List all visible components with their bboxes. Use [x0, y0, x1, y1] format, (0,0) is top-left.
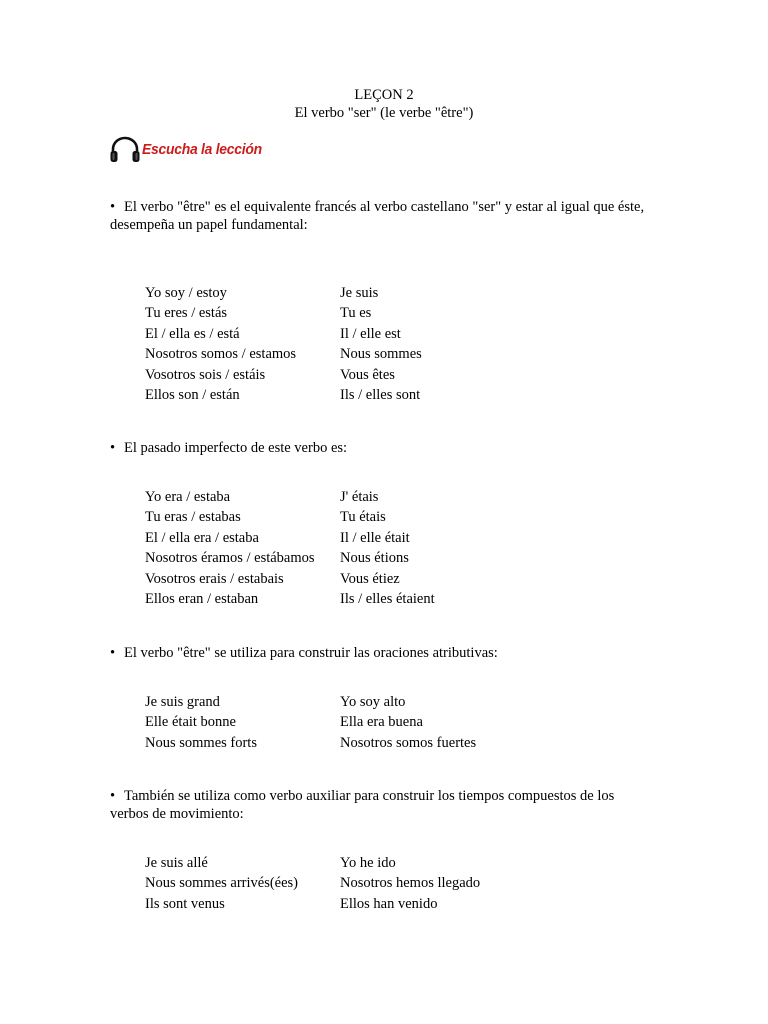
french-form: Tu es — [340, 305, 372, 322]
table-row — [145, 507, 560, 527]
section-2-text: El pasado imperfecto de este verbo es: — [124, 440, 348, 456]
french-form: Tu étais — [340, 509, 386, 526]
table-row — [145, 324, 560, 344]
table-row — [145, 873, 560, 893]
lesson-title: LEÇON 2 — [354, 87, 414, 103]
french-form: Je suis allé — [145, 855, 208, 871]
section-4-text: También se utiliza como verbo auxiliar para construir los tiempos compuestos de los verbos de movimiento: — [110, 788, 615, 822]
table-row — [145, 548, 560, 568]
title-block — [0, 86, 768, 122]
spanish-form: Yo soy alto — [340, 694, 406, 710]
section-1-intro — [110, 198, 655, 234]
section-2-table — [145, 487, 560, 609]
table-row — [145, 712, 560, 732]
table-row — [145, 344, 560, 364]
section-1-table — [145, 283, 560, 405]
table-row — [145, 853, 560, 873]
french-form: Nous étions — [340, 550, 409, 567]
french-form: Nous sommes — [340, 346, 422, 363]
section-4-intro — [110, 787, 655, 823]
section-3-text: El verbo "être" se utiliza para construir las oraciones atributivas: — [124, 645, 498, 661]
bullet-icon: • — [110, 788, 116, 804]
bullet-icon: • — [110, 199, 116, 215]
french-form: Nous sommes forts — [145, 734, 257, 751]
table-row — [145, 733, 560, 753]
spanish-form: El / ella es / está — [145, 325, 240, 342]
spanish-form: Tu eres / estás — [145, 305, 228, 322]
spanish-form: Nosotros éramos / estábamos — [145, 550, 315, 567]
spanish-form: Tu eras / estabas — [145, 509, 241, 526]
spanish-form: Nosotros somos fuertes — [340, 734, 477, 751]
spanish-form: Nosotros somos / estamos — [145, 346, 297, 363]
section-1-text: El verbo "être" es el equivalente francés al verbo castellano "ser" y estar al igual que éste, desempeña un papel fundamental: — [110, 199, 645, 233]
french-form: Ils / elles sont — [340, 386, 421, 403]
french-form: Elle était bonne — [145, 714, 236, 731]
spanish-form: Vosotros erais / estabais — [145, 570, 284, 587]
table-row — [145, 894, 560, 914]
french-form: Nous sommes arrivés(ées) — [145, 875, 299, 892]
table-row — [145, 692, 560, 712]
section-2-intro — [110, 439, 655, 457]
french-form: Ils / elles étaient — [340, 590, 435, 607]
french-form: Je suis grand — [145, 694, 220, 710]
spanish-form: Ella era buena — [340, 714, 423, 731]
spanish-form: El / ella era / estaba — [145, 529, 259, 546]
table-row — [145, 385, 560, 405]
french-form: Il / elle est — [340, 325, 401, 342]
table-row — [145, 569, 560, 589]
french-form: Il / elle était — [340, 529, 410, 546]
bullet-icon: • — [110, 645, 116, 661]
spanish-form: Yo era / estaba — [145, 489, 231, 505]
spanish-form: Nosotros hemos llegado — [340, 875, 481, 892]
headphones-icon — [109, 135, 141, 165]
table-row — [145, 589, 560, 609]
spanish-form: Ellos eran / estaban — [145, 590, 259, 607]
listen-lesson-label: Escucha la lección — [142, 141, 262, 158]
lesson-subtitle: El verbo "ser" (le verbe "être") — [294, 105, 474, 121]
french-form: Vous êtes — [340, 366, 395, 383]
listen-lesson-button[interactable] — [109, 135, 271, 165]
section-4-table — [145, 853, 560, 914]
spanish-form: Yo he ido — [340, 855, 396, 871]
french-form: Vous étiez — [340, 570, 400, 587]
spanish-form: Yo soy / estoy — [145, 285, 227, 301]
table-row — [145, 365, 560, 385]
section-3-intro — [110, 644, 655, 662]
table-row — [145, 283, 560, 303]
table-row — [145, 303, 560, 323]
french-form: J' étais — [340, 489, 379, 505]
spanish-form: Ellos han venido — [340, 895, 438, 912]
spanish-form: Vosotros sois / estáis — [145, 366, 266, 383]
table-row — [145, 487, 560, 507]
bullet-icon: • — [110, 440, 116, 456]
spanish-form: Ellos son / están — [145, 386, 240, 403]
section-3-table — [145, 692, 560, 753]
french-form: Je suis — [340, 285, 379, 301]
table-row — [145, 528, 560, 548]
french-form: Ils sont venus — [145, 895, 225, 912]
